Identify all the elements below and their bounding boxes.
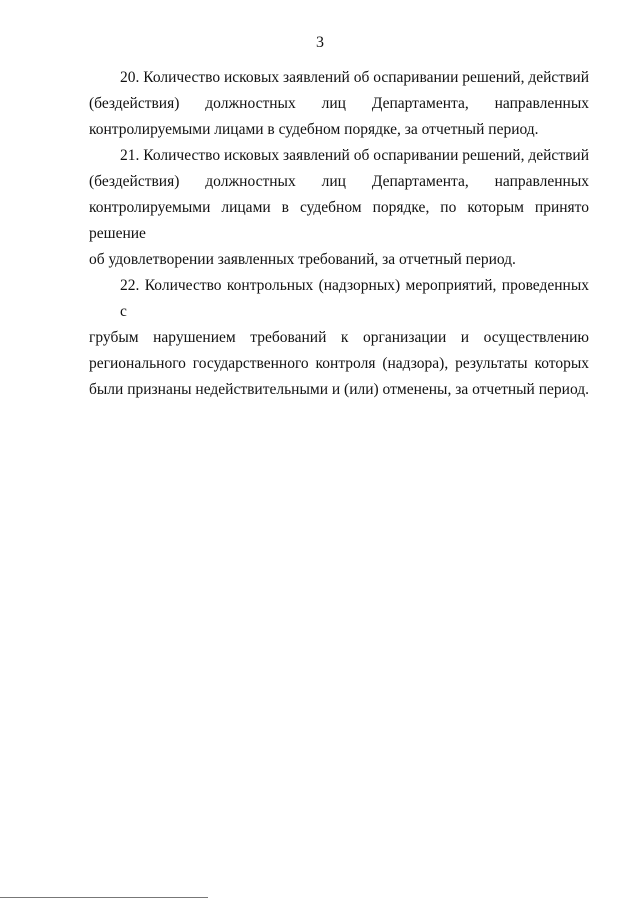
item-22-line-1: 22. Количество контрольных (надзорных) мероприятий, проведенных с: [120, 277, 589, 320]
item-20-line-1: 20. Количество исковых заявлений об оспаривании решений, действий: [120, 69, 589, 86]
item-22-line-3: регионального государственного контроля (надзора), результаты которых: [89, 355, 589, 372]
item-22-line-2: грубым нарушением требований к организации и осуществлению: [89, 329, 589, 346]
document-body: [89, 65, 589, 403]
item-20-line-2: (бездействия) должностных лиц Департамента, направленных: [89, 95, 589, 112]
list-item-21: [89, 143, 589, 273]
page-number: 3: [316, 34, 324, 51]
item-21-line-2: (бездействия) должностных лиц Департамента, направленных: [89, 173, 589, 190]
item-21-line-3: контролируемыми лицами в судебном порядке, по которым принято решение: [89, 199, 589, 242]
footer-divider: [0, 897, 208, 898]
list-item-22: [89, 273, 589, 403]
item-21-line-1: 21. Количество исковых заявлений об оспаривании решений, действий: [120, 147, 589, 164]
item-21-line-4: об удовлетворении заявленных требований, за отчетный период.: [89, 251, 516, 268]
item-20-line-3: контролируемыми лицами в судебном порядке, за отчетный период.: [89, 121, 539, 138]
item-22-line-4: были признаны недействительными и (или) отменены, за отчетный период.: [89, 381, 590, 398]
list-item-20: [89, 65, 589, 143]
